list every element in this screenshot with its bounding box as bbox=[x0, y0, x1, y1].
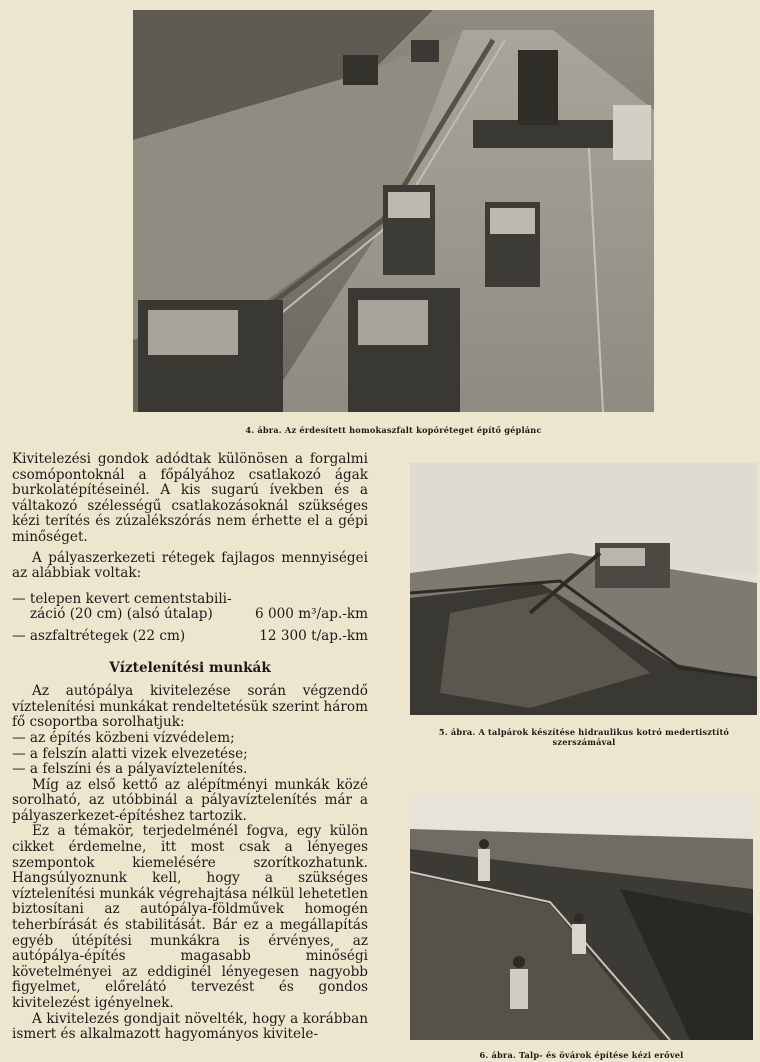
drainage-group-item: — a felszíni és a pályavíztelenítés. bbox=[12, 761, 248, 778]
excavator-trench-image bbox=[410, 463, 757, 715]
manual-ditch-image bbox=[410, 794, 753, 1040]
figure-5-caption-line-2: szerszámával bbox=[552, 737, 616, 747]
paragraph-traditional-methods: A kivitelezés gondjait növelték, hogy a korábban ismert és alkalmazott hagyományos kivitele- bbox=[12, 1010, 368, 1043]
quantity-item-cement-label: záció (20 cm) (alsó útalap) bbox=[30, 606, 213, 623]
figure-6-caption: 6. ábra. Talp- és övárok építése kézi erővel bbox=[479, 1050, 684, 1060]
quantity-item-cement-value: 6 000 m³/ap.-km bbox=[254, 606, 368, 623]
drainage-group-item: — az építés közbeni vízvédelem; bbox=[12, 729, 235, 746]
quantity-item-cement-row bbox=[12, 607, 368, 623]
figure-5-photo bbox=[410, 463, 757, 715]
paragraph-drainage-groups: Az autópálya kivitelezése során végzendő víztelenítési munkákat rendeltetésük szerint három fő csoportba sorolhatjuk: bbox=[12, 683, 368, 731]
quantity-item-asphalt bbox=[12, 629, 368, 645]
quantity-item-cement-line-1: — telepen kevert cementstabili- bbox=[12, 590, 232, 607]
figure-4-photo bbox=[133, 10, 654, 412]
quantity-list bbox=[12, 592, 368, 645]
drainage-group-list bbox=[12, 731, 368, 778]
paragraph-classification: Míg az első kettő az alépítményi munkák közé sorolható, az utóbbinál a pályavíztelenítés már a pályaszerkezet-építéshez tartozik. bbox=[12, 776, 368, 824]
drainage-group-item: — a felszín alatti vizek elvezetése; bbox=[12, 745, 248, 762]
figure-6-photo bbox=[410, 794, 753, 1040]
quantity-item-asphalt-value: 12 300 t/ap.-km bbox=[259, 627, 368, 644]
section-heading-drainage: Víztelenítési munkák bbox=[109, 659, 271, 676]
figure-5-caption bbox=[408, 727, 760, 747]
text-column bbox=[12, 452, 368, 1043]
paragraph-construction-issues: Kivitelezési gondok adódtak különösen a forgalmi csomópontoknál a főpályához csatlakozó ágak burkolatépítéseinél. A kis sugarú ívekben és a váltakozó szélességű csatlakozásoknál szükséges kézi terítés és zúzalékszórás nem érhette el a gépi minőséget. bbox=[12, 451, 368, 545]
paving-train-image bbox=[133, 10, 654, 412]
quantity-item-asphalt-label: — aszfaltrétegek (22 cm) bbox=[12, 627, 186, 644]
paragraph-importance: Ez a témakör, terjedelménél fogva, egy külön cikket érdemelne, itt most csak a lényeges szempontok kiemelésére szorítkozhatunk. Hangsúlyoznunk kell, hogy a szükséges víztelenítési munkák végrehajtása nélkül lehetetlen biztosítani az autópálya-földművek homogén teherbírását és stabilitását. Bár ez a megállapítás egyéb útépítési munkákra is érvényes, az autópálya-építés magasabb minőségi követelményei az eddiginél lényegesen nagyobb figyelmet, előrelátó tervezést és gondos kivitelezést igényelnek. bbox=[12, 823, 368, 1011]
paragraph-quantities-intro: A pályaszerkezeti rétegek fajlagos mennyiségei az alábbiak voltak: bbox=[12, 549, 368, 582]
figure-5-caption-line-1: 5. ábra. A talpárok készítése hidraulikus kotró medertisztító bbox=[438, 727, 730, 737]
figure-4-caption: 4. ábra. Az érdesített homokaszfalt kopóréteget építő géplánc bbox=[245, 425, 542, 435]
quantity-item-cement bbox=[12, 592, 368, 623]
